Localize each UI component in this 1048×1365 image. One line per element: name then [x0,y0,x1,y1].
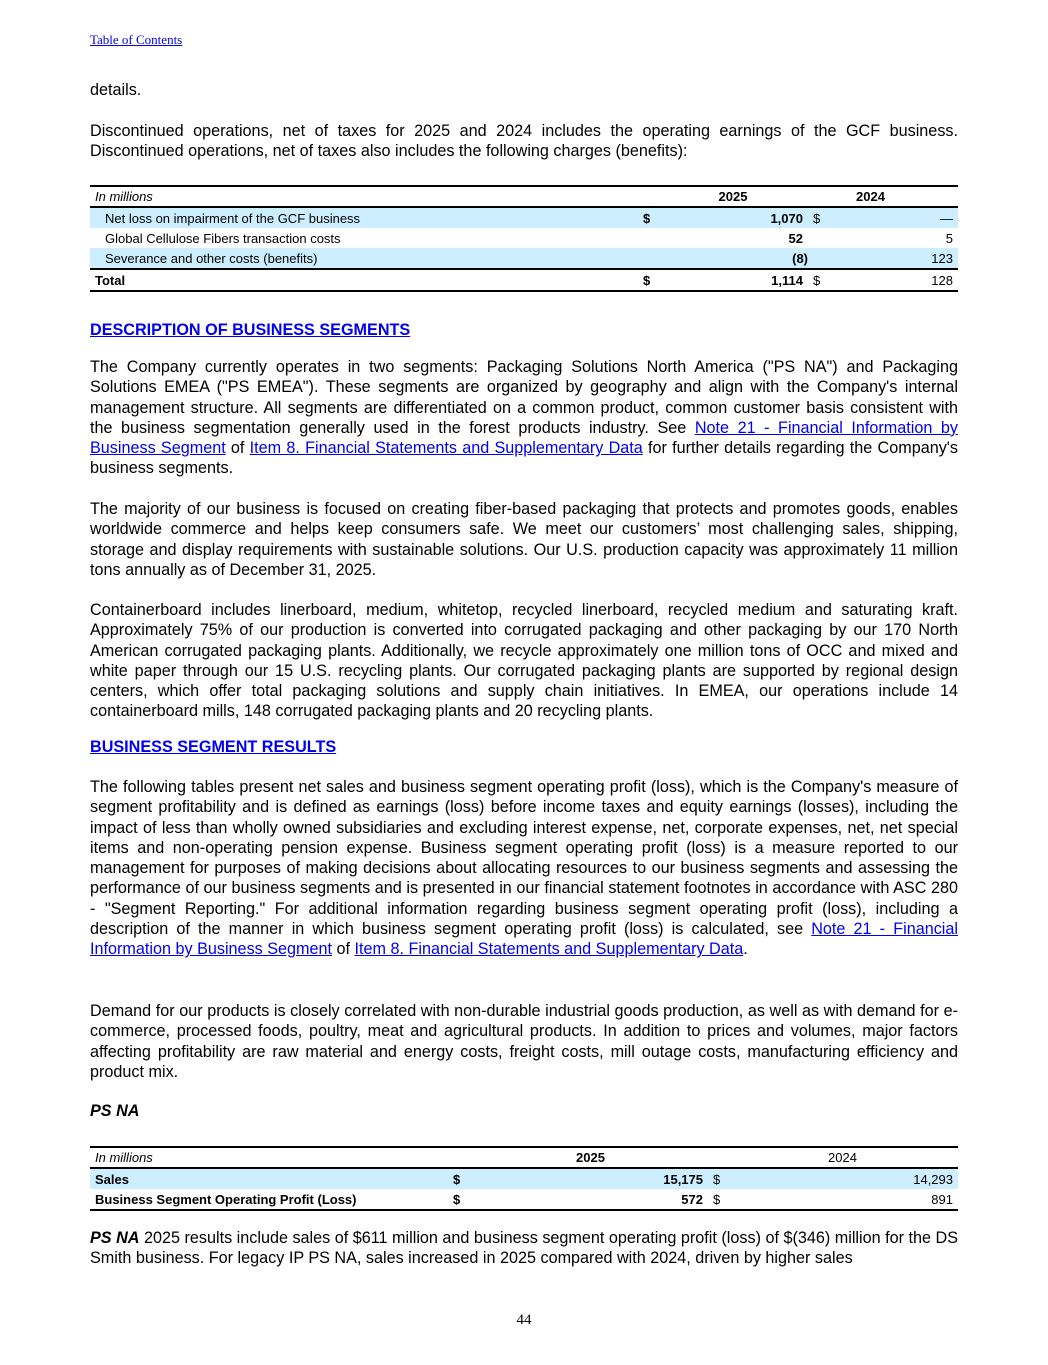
ps-na-results-paragraph [90,1228,958,1269]
ps-na-subheading: PS NA [90,1102,140,1120]
value-2024: 5 [945,230,953,246]
column-header-2024: 2024 [828,186,958,207]
currency-symbol [808,248,828,269]
column-header-2025: 2025 [468,1147,708,1168]
value-2025: 1,070 [658,207,808,228]
currency-symbol: $ [448,1189,468,1210]
ps-na-lead: PS NA [90,1229,140,1247]
value-2024: 128 [828,269,958,291]
currency-symbol: $ [808,207,828,228]
currency-symbol [808,228,828,248]
table-total-row [90,269,958,291]
row-label: Business Segment Operating Profit (Loss) [90,1189,448,1210]
table-header-row [90,1147,958,1168]
value-2024: 123 [828,248,958,269]
table-header-row [90,186,958,207]
item-8-link[interactable]: Item 8. Financial Statements and Supplementary Data [249,439,643,458]
value-2024: — [828,207,958,228]
row-label: Total [90,269,638,291]
segments-overview-paragraph [90,357,958,479]
table-row [90,1168,958,1189]
note-21-link[interactable]: Note 21 - Financial Information by Business Segment [90,920,958,959]
containerboard-paragraph: Containerboard includes linerboard, medium, whitetop, recycled linerboard, recycled medium and saturating kraft. Approximately 75% of our production is converted into corrugated packaging and other packaging by our 170 North American corrugated packaging plants. Additionally, we recycle approximately one million tons of OCC and mixed and white paper through our 15 U.S. recycling plants. Our corrugated packaging plants are supported by regional design centers, which offer total packaging solutions and supply chain initiatives. In EMEA, our operations include 14 containerboard mills, 148 corrugated packaging plants and 20 recycling plants. [90,601,958,721]
page-number: 44 [516,1312,532,1328]
table-row [90,228,958,248]
value-2025: 52 [788,230,803,246]
segment-results-paragraph [90,777,958,960]
item-8-link[interactable]: Item 8. Financial Statements and Supplementary Data [354,940,744,959]
value-2025: (8) [658,248,808,269]
currency-symbol [638,248,658,269]
table-row [90,1189,958,1210]
paragraph-text: for further details regarding the Company's business segments. [90,439,958,478]
value-2024: 14,293 [728,1168,958,1189]
table-row [90,248,958,269]
row-label: Global Cellulose Fibers transaction costs [105,230,341,246]
currency-symbol: $ [638,269,658,291]
demand-paragraph: Demand for our products is closely correlated with non-durable industrial goods production, as well as with demand for e-commerce, processed foods, poultry, meat and agricultural products. In addition to prices and volumes, major factors affecting profitability are raw material and energy costs, freight costs, mill outage costs, manufacturing efficiency and product mix. [90,1002,958,1081]
currency-symbol: $ [448,1168,468,1189]
currency-symbol [638,228,658,248]
note-21-link[interactable]: Note 21 - Financial Information by Business Segment [90,418,958,458]
business-segment-results-heading[interactable]: BUSINESS SEGMENT RESULTS [90,738,337,756]
details-text: details. [90,81,142,99]
row-label: Net loss on impairment of the GCF business [90,207,638,228]
value-2025: 15,175 [468,1168,708,1189]
value-2025: 1,114 [658,269,808,291]
column-header-2024: 2024 [728,1147,958,1168]
description-of-business-segments-heading[interactable]: DESCRIPTION OF BUSINESS SEGMENTS [90,321,411,339]
paragraph-text: The Company currently operates in two segments: Packaging Solutions North America ("PS NA") and Packaging Solutions EMEA ("PS EMEA"). These segments are organized by geography and align with the Company's internal management structure. All segments are differentiated on a common product, common customer basis consistent with the business segmentation generally used in the forest products industry. See [90,358,958,437]
table-row [90,207,958,228]
unit-label: In millions [90,186,638,207]
paragraph-text: The following tables present net sales and business segment operating profit (loss), which is the Company's measure of segment profitability and is defined as earnings (loss) before income taxes and equity earnings (losses), including the impact of less than wholly owned subsidiaries and excluding interest expense, net, corporate expenses, net, net special items and non-operating pension expense. Business segment operating profit (loss) is a measure reported to our management for purposes of making decisions about allocating resources to our business segments and assessing the performance of our business segments and is presented in our financial statement footnotes in accordance with ASC 280 - "Segment Reporting." For additional information regarding business segment operating profit (loss), including a description of the manner in which business segment operating profit (loss) is calculated, see [90,778,958,939]
row-label: Severance and other costs (benefits) [90,248,638,269]
currency-symbol: $ [808,269,828,291]
unit-label: In millions [90,1147,448,1168]
discontinued-charges-table [90,185,958,292]
paragraph-text: of [332,940,355,959]
paragraph-text: 2025 results include sales of $611 million and business segment operating profit (loss) of $(346) million for the DS Smith business. For legacy IP PS NA, sales increased in 2025 compared with 2024, driven by higher sales [90,1229,958,1268]
table-of-contents-link[interactable]: Table of Contents [90,32,183,47]
value-2025: 572 [468,1189,708,1210]
paragraph-text: of [225,439,250,458]
fiber-packaging-paragraph: The majority of our business is focused on creating fiber-based packaging that protects and promotes goods, enables worldwide commerce and helps keep consumers safe. We meet our customers’ most challenging sales, shipping, storage and display requirements with sustainable solutions. Our U.S. production capacity was approximately 11 million tons annually as of December 31, 2025. [90,500,958,579]
discontinued-operations-paragraph: Discontinued operations, net of taxes for 2025 and 2024 includes the operating earnings of the GCF business. Discontinued operations, net of taxes also includes the following charges (benefits): [90,122,958,161]
currency-symbol: $ [708,1168,728,1189]
paragraph-text: . [743,940,748,959]
currency-symbol: $ [708,1189,728,1210]
row-label: Sales [90,1168,448,1189]
column-header-2025: 2025 [658,186,808,207]
currency-symbol: $ [638,207,658,228]
value-2024: 891 [728,1189,958,1210]
ps-na-table [90,1146,958,1211]
